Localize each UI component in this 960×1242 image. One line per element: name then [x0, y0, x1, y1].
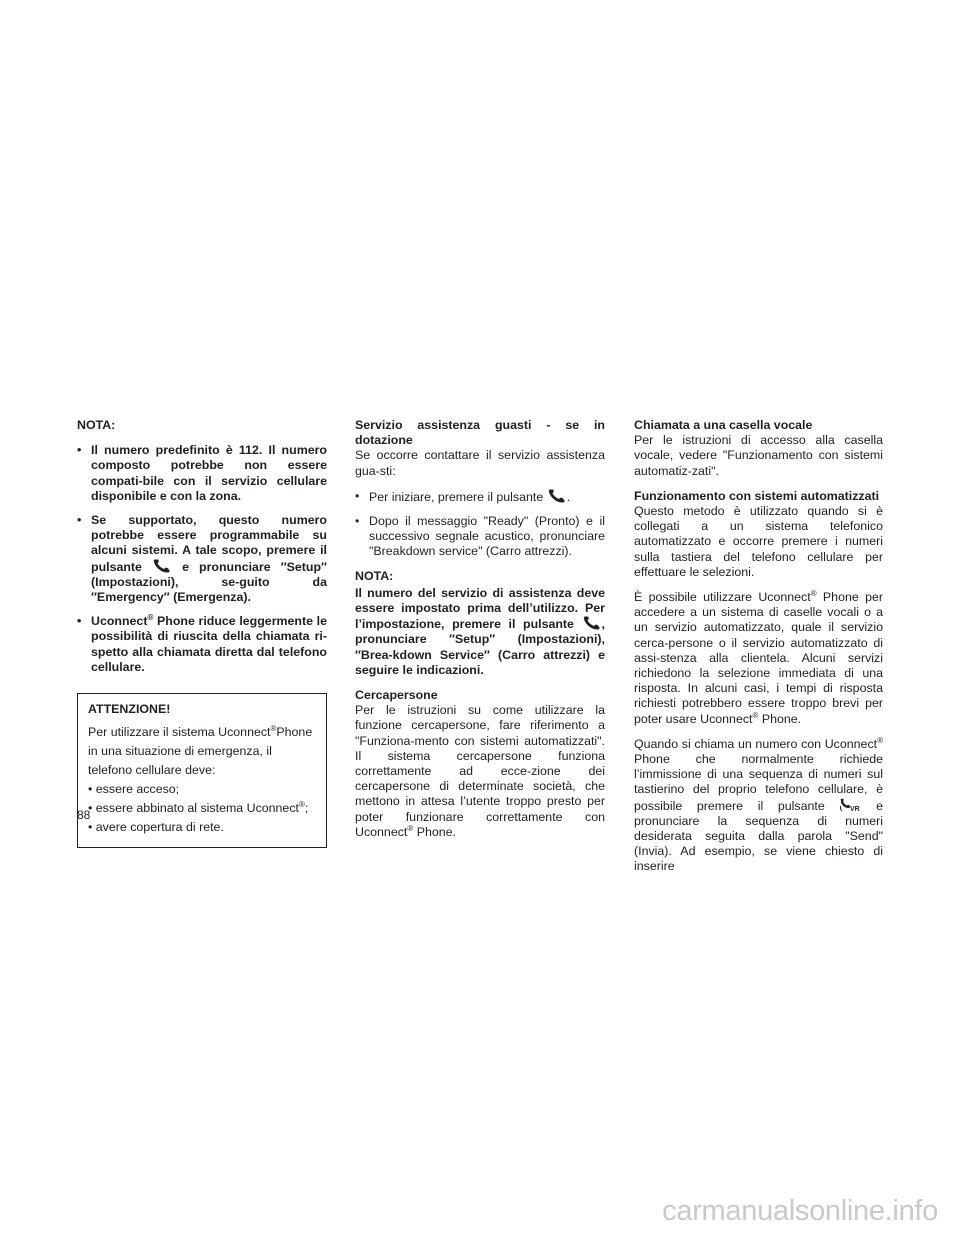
- paragraph: È possibile utilizzare Uconnect® Phone per accedere a un sistema di caselle vocali o a un servizio automatizzato, quale il servizio cerca-persone o il servizio automatizzato di assi-stenza alla clientela. Alcuni servizi richiedono la selezione immediata di una risposta. In alcuni casi, i tempi di risposta richiesti potrebbero essere troppo brevi per poter usare Uconnect® Phone.: [634, 588, 883, 726]
- note-bullet-3: • Uconnect® Phone riduce leggermente le possibilità di riuscita della chiamata ri-spetto alla chiamata diretta dal telefono cellulare.: [77, 613, 327, 674]
- paragraph: Questo metodo è utilizzato quando si è collegati a un sistema telefonico automatizzato e occorre premere i numeri sulla tastiera del telefono cellulare per effettuare le selezioni.: [634, 504, 883, 579]
- note-bullet-2: • Se supportato, questo numero potrebbe essere programmabile su alcuni sistemi. A tale scopo, premere il pulsante e pronunciare ″Setup″ (Impostazioni), se-guito da ″Emergency″ (Emergenza).: [77, 513, 327, 605]
- warning-item-1: • essere acceso;: [88, 782, 180, 797]
- paragraph: Se occorre contattare il servizio assistenza gua-sti:: [355, 448, 605, 478]
- warning-item-3: • avere copertura di rete.: [88, 820, 224, 835]
- section-heading-automated: Funzionamento con sistemi automatizzati: [634, 488, 880, 503]
- paragraph: Per le istruzioni di accesso alla casella vocale, vedere "Funzionamento con sistemi automatiz-zati".: [634, 433, 883, 478]
- warning-box: [77, 693, 327, 848]
- warning-intro: Per utilizzare il sistema Uconnect®Phone in una situazione di emergenza, il telefono cellulare deve:: [88, 723, 313, 778]
- note-bullet-1: • Il numero predefinito è 112. Il numero composto potrebbe non essere compati-bile con il servizio cellulare disponibile e con la zona.: [77, 443, 327, 503]
- column-2: [355, 418, 605, 850]
- warning-title: ATTENZIONE!: [88, 702, 171, 717]
- page-number: 88: [77, 808, 91, 822]
- nota-paragraph: Il numero del servizio di assistenza deve essere impostato prima dell’utilizzo. Per l’impostazione, premere il pulsante , pronunciare ″Setup″ (Impostazioni), ″Brea-kdown Service″ (Carro attrezzi) e seguire le indicazioni.: [355, 585, 605, 677]
- bullet-dot: •: [355, 488, 360, 503]
- section-heading-breakdown: Servizio assistenza guasti - se in dotazione: [355, 418, 605, 448]
- nota-heading: NOTA:: [355, 568, 394, 583]
- phone-handset-icon: [152, 559, 172, 573]
- warning-item-2: • essere abbinato al sistema Uconnect®;: [88, 799, 309, 816]
- phone-handset-icon: [582, 616, 602, 630]
- paragraph: Quando si chiama un numero con Uconnect® Phone che normalmente richiede l’immissione di una sequenza di numeri sul tastierino del proprio telefono cellulare, è possibile premere il pulsante VR e pronunciare la sequenza di numeri desiderata seguita dalla parola "Send" (Invia). Ad esempio, se viene chiesto di inserire: [634, 735, 884, 874]
- section-heading-voicemail: Chiamata a una casella vocale: [634, 418, 813, 432]
- phone-handset-icon: [547, 489, 567, 503]
- voice-recognition-vr-icon: [839, 798, 861, 812]
- bullet-dot: •: [77, 443, 82, 458]
- registered-mark: ®: [147, 613, 154, 623]
- svg-text:VR: VR: [850, 805, 861, 812]
- bullet-dot: •: [355, 514, 360, 529]
- list-item: • Per iniziare, premere il pulsante .: [355, 488, 571, 504]
- column-1: [77, 418, 327, 848]
- section-heading-cercapersone: Cercapersone: [355, 688, 438, 703]
- bullet-dot: •: [77, 513, 82, 528]
- paragraph: Per le istruzioni su come utilizzare la funzione cercapersone, fare riferimento a "Funziona-mento con sistemi automatizzati". Il sistema cercapersone funziona correttamente ad ecce-zione dei cercapersone di determinate società, che mettono in attesa l’utente troppo presto per poter funzionare correttamente con Uconnect® Phone.: [355, 703, 605, 839]
- list-item: • Dopo il messaggio "Ready" (Pronto) e il successivo segnale acustico, pronunciare "Breakdown service" (Carro attrezzi).: [355, 514, 605, 559]
- column-3: [634, 418, 883, 885]
- watermark: carmanualsonline.info: [662, 1195, 938, 1227]
- nota-heading: NOTA:: [77, 418, 116, 432]
- bullet-dot: •: [77, 614, 82, 629]
